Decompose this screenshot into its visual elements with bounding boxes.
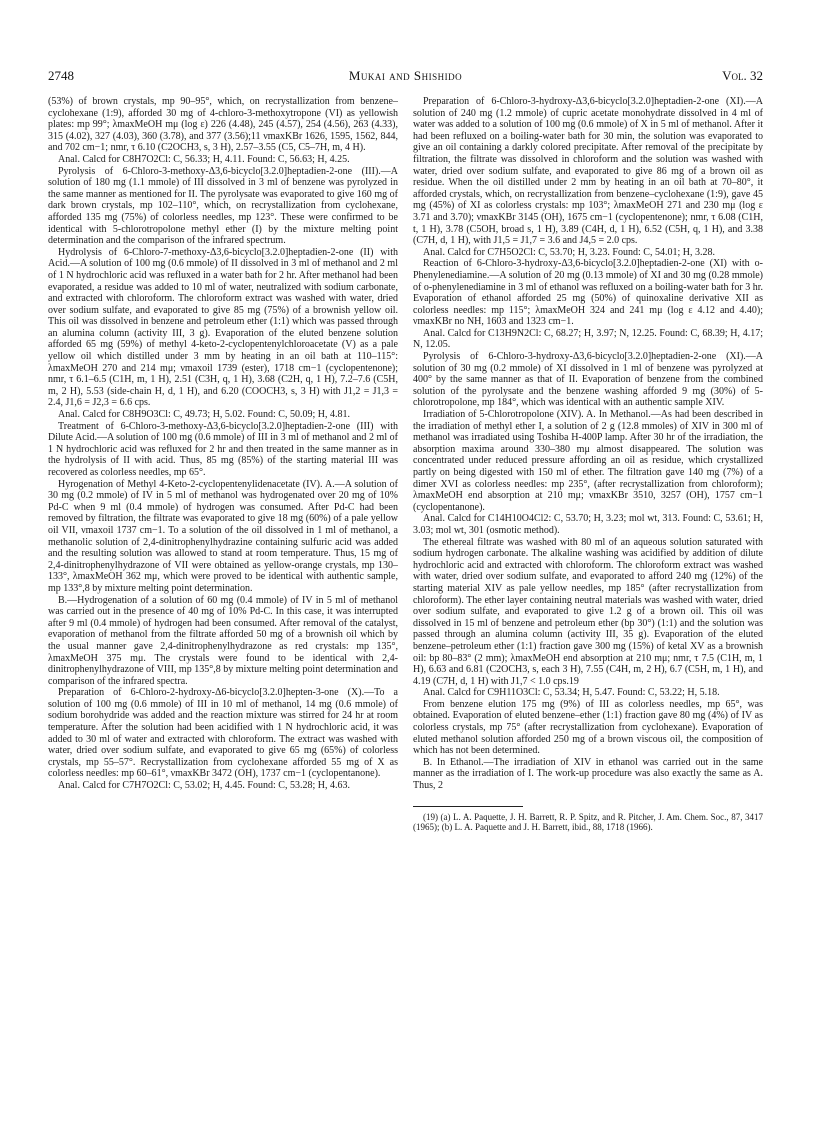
paragraph: Preparation of 6-Chloro-2-hydroxy-Δ6-bicyclo[3.2.0]hepten-3-one (X).—To a solution of 100 mg (0.6 mmole) of III in 10 ml of methanol, 14 mg (0.6 mmole) of sodium borohydride was added and the reaction mixture was stirred for 24 hr at room temperature. After the solution had been acidified with 1 N hydrochloric acid, it was added to 30 ml of water and extracted with chloroform. The extract was washed with water, dried over sodium sulfate, and evaporated to give 65 mg (65%) of colorless crystals, mp 55–57°. Recrystallization from cyclohexane afforded 55 mg of X as colorless needles: mp 60–61°, νmaxKBr 3472 (OH), 1737 cm−1 (cyclopentanone). [48,687,398,780]
running-title: Mukai and Shishido [348,68,463,83]
paragraph: From benzene elution 175 mg (9%) of III as colorless needles, mp 65°, was obtained. Evaporation of eluted benzene–ether (1:1) fraction gave 80 mg (4%) of IV as colorless crystals, mp 75° (after recrystallization from cyclohexane). Evaporation of eluted methanol solution afforded 250 mg of a brown viscous oil, the composition of which has not been determined. [413,698,763,757]
volume-label: Vol. 32 [722,68,763,83]
paragraph: Anal. Calcd for C13H9N2Cl: C, 68.27; H, 3.97; N, 12.25. Found: C, 68.39; H, 4.17; N, 12.05. [413,327,763,351]
paragraph: The ethereal filtrate was washed with 80 ml of an aqueous solution saturated with sodium hydrogen carbonate. The alkaline washing was acidified by addition of dilute hydrochloric acid and extracted with chloroform. The chloroform extract was washed with water, dried over sodium sulfate, and evaporated to afford 240 mg (12%) of the starting material XIV as pale yellow needles, mp 185° (after recrystallization from chloroform). The ether layer containing neutral materials was washed with water, dried over sodium sulfate, and evaporated to give 1.2 g of a brown oil. This oil was dissolved in 15 ml of benzene and petroleum ether (bp 30°) (1:1) and the solution was passed through an alumina column (activity III, 35 g). Evaporation of the eluted benzene–petroleum ether (1:1) fraction gave 300 mg (15%) of ketal XV as a brownish oil: bp 80–83° (2 mm); λmaxMeOH end absorption at 210 mμ; nmr, τ 7.5 (C1H, m, 1 H), 6.63 and 6.81 (C2OCH3, s, each 3 H), 7.55 (C4H, m, 2 H), 6.7 (C5H, m, 1 H), and 4.19 (C7H, d, 1 H) with J1,7 < 1.0 cps.19 [413,536,763,687]
page-number: 2748 [48,68,74,83]
paragraph: Treatment of 6-Chloro-3-methoxy-Δ3,6-bicyclo[3.2.0]heptadien-2-one (III) with Dilute Acid.—A solution of 100 mg (0.6 mmole) of III in 3 ml of methanol and 2 ml of 1 N hydrochloric acid was refluxed for 2 hr and then treated in the same manner as in the hydrolysis of II with acid. Thus, 85 mg (85%) of the starting material III was recovered as colorless needles, mp 65°. [48,420,398,478]
paragraph: Reaction of 6-Chloro-3-hydroxy-Δ3,6-bicyclo[3.2.0]heptadien-2-one (XI) with o-Phenylenediamine.—A solution of 20 mg (0.13 mmole) of XI and 30 mg (0.28 mmole) of o-phenylenediamine in 3 ml of ethanol was refluxed on a boiling-water bath for 3 hr. Evaporation of ethanol afforded 25 mg (50%) of quinoxaline derivative XII as colorless needles: mp 115°; λmaxMeOH 324 and 241 mμ (log ε 4.12 and 4.40); νmaxKBr no NH, 1603 and 1323 cm−1. [413,258,763,328]
footnote-rule [413,806,523,807]
paragraph: Pyrolysis of 6-Chloro-3-methoxy-Δ3,6-bicyclo[3.2.0]heptadien-2-one (III).—A solution of 180 mg (1.1 mmole) of III dissolved in 3 ml of benzene was pyrolyzed in the same manner as mentioned for II. The pyrolysate was evaporated to give 160 mg of dark brown crystals, mp 102–110°, which, on recrystallization from cyclohexane, afforded 135 mg (75%) of colorless needles, mp 123°. These were confirmed to be identical with 5-chlorotropolone methyl ether (I) by the mixture melting point determination and the comparison of the infrared spectrum. [48,165,398,247]
paragraph: B.—Hydrogenation of a solution of 60 mg (0.4 mmole) of IV in 5 ml of methanol was carried out in the presence of 40 mg of 10% Pd-C. In this case, it was interrupted after 9 ml (0.4 mmole) of hydrogen had been consumed. After removal of the catalyst, evaporation of methanol from the filtrate afforded 50 mg of a brownish oil which by the usual manner gave 2,4-dinitrophenylhydrazone as red crystals: mp 135°, λmaxMeOH 375 mμ. The crystals were found to be identical with 2,4-dinitrophenylhydrazone of VIII, mp 135°,8 by mixture melting point determination and comparison of the infrared spectra. [48,594,398,687]
page-header [48,68,763,86]
paragraph: Anal. Calcd for C8H9O3Cl: C, 49.73; H, 5.02. Found: C, 50.09; H, 4.81. [58,409,350,421]
paragraph: Anal. Calcd for C9H11O3Cl: C, 53.34; H, 5.47. Found: C, 53.22; H, 5.18. [423,687,720,699]
paragraph: (53%) of brown crystals, mp 90–95°, which, on recrystallization from benzene–cyclohexane (1:9), afforded 30 mg of 4-chloro-3-methoxytropone (VI) as yellowish plates: mp 99°; λmaxMeOH mμ (log ε) 226 (4.48), 245 (4.57), 254 (4.56), 263 (4.33), 315 (4.02), 327 (4.03), 360 (3.78), and 377 (3.56);11 νmaxKBr 1626, 1595, 1562, 844, and 702 cm−1; nmr, τ 6.10 (C2OCH3, s, 3 H), 2.57–3.55 (C5, C5–7H, m, 4 H). [48,96,398,154]
footnote: (19) (a) L. A. Paquette, J. H. Barrett, R. P. Spitz, and R. Pitcher, J. Am. Chem. Soc., 87, 3417 (1965); (b) L. A. Paquette and J. H. Barrett, ibid., 88, 1718 (1966). [413,811,763,833]
paragraph: Hyrogenation of Methyl 4-Keto-2-cyclopentenylidenacetate (IV). A.—A solution of 30 mg (0.2 mmole) of IV in 5 ml of methanol was hydrogenated over 20 mg of 10% Pd-C when 9 ml (0.4 mmole) of hydrogen was consumed. After Pd-C had been removed by filtration, the filtrate was evaporated to give 18 mg (60%) of a pale yellow oil VII, νmaxoil 1737 cm−1. To a solution of the oil dissolved in 1 ml of methanol, a methanolic solution of 2,4-dinitrophenylhydrazine containing sulfuric acid was added and the resulting solution was allowed to stand at room temperature. Thus, 15 mg of 2,4-dinitrophenylhydrazone of VII were obtained as yellow-orange crystals, mp 130–133°, λmaxMeOH 362 mμ, which were proved to be identical with authentic sample, mp 133°,8 by mixture melting point determination. [48,478,398,594]
paragraph: B. In Ethanol.—The irradiation of XIV in ethanol was carried out in the same manner as the irradiation of I. The work-up procedure was also exactly the same as A. Thus, 2 [413,756,763,792]
left-column [48,96,398,1126]
paragraph: Anal. Calcd for C8H7O2Cl: C, 56.33; H, 4.11. Found: C, 56.63; H, 4.25. [58,153,350,165]
paragraph: Preparation of 6-Chloro-3-hydroxy-Δ3,6-bicyclo[3.2.0]heptadien-2-one (XI).—A solution of 240 mg (1.2 mmole) of cupric acetate monohydrate dissolved in 4 ml of water was added to a solution of 100 mg (0.6 mmole) of X in 5 ml of methanol. After it had been refluxed on a boiling-water bath for 30 min, the solution was evaporated to give an oil containing a darkly colored precipitate. After removal of the precipitate by filtration, the filtrate was dissolved in chloroform and the solution was washed with water, dried over sodium sulfate, and evaporated to give 86 mg of a brown oil as residue. When the oil distilled under 2 mm by heating in an oil bath at 70–80°, it afforded crystals, which, on recrystallization from benzene–cyclohexane (1:9), gave 45 mg (45%) of XI as colorless crystals: mp 103°; λmaxMeOH 271 and 230 mμ (log ε 3.71 and 3.70); νmaxKBr 3145 (OH), 1675 cm−1 (cyclopentenone); nmr, τ 6.08 (C1H, t, 1 H), 3.78 (C5OH, broad s, 1 H), 3.89 (C4H, d, 1 H), 6.52 (C5H, q, 1 H), and 3.38 (C7H, d, 1 H), with J1,5 = J1,7 = 3.6 and J4,5 = 2.0 cps. [413,96,763,247]
paragraph: Hydrolysis of 6-Chloro-7-methoxy-Δ3,6-bicyclo[3.2.0]heptadien-2-one (II) with Acid.—A solution of 100 mg (0.6 mmole) of II dissolved in 3 ml of methanol and 2 ml of 1 N hydrochloric acid was refluxed in a water bath for 2 hr. After methanol had been evaporated, a residue was added to 10 ml of water, neutralized with sodium carbonate, and extracted with chloroform. The chloroform extract was washed with water, dried over sodium sulfate, and evaporated to give 85 mg (75%) of a brownish yellow oil. This oil was dissolved in benzene and petroleum ether (1:1) which was passed through an alumina column (activity III, 3 g). Evaporation of the eluted benzene solution afforded 65 mg (59%) of methyl 4-keto-2-cyclopentenylchloroacetate (V) as a pale yellow oil which distilled under 3 mm by heating in an oil bath at 110–115°: λmaxMeOH 270 and 214 mμ; νmaxoil 1739 (ester), 1718 cm−1 (cyclopentenone); nmr, τ 6.1–6.5 (C1H, m, 1 H), 2.51 (C3H, q, 1 H), 3.68 (C2H, q, 1 H), 7.2–7.6 (C5H, m, 2 H), 5.53 (side-chain H, d, 1 H), and 6.20 (COOCH3, s, 3 H) with J1,2 = J1,3 = 2.4, J1,6 = J2,3 = 6.6 cps. [48,246,398,409]
right-column [413,96,763,1126]
paragraph: Pyrolysis of 6-Chloro-3-hydroxy-Δ3,6-bicyclo[3.2.0]heptadien-2-one (XI).—A solution of 30 mg (0.2 mmole) of XI dissolved in 1 ml of benzene was pyrolyzed at 400° by the same manner as that of II. Evaporation of benzene from the combined solution of the pyrolysate and the benzene washing afforded 9 mg (30%) of 5-chlorotropolone, mp 184°, which was identical with an authentic sample XIV. [413,351,763,409]
paragraph: Anal. Calcd for C14H10O4Cl2: C, 53.70; H, 3.23; mol wt, 313. Found: C, 53.61; H, 3.03; mol wt, 301 (osmotic method). [413,513,763,536]
paragraph: Irradiation of 5-Chlorotropolone (XIV). A. In Methanol.—As had been described in the irradiation of methyl ether I, a solution of 2 g (12.8 mmoles) of XIV in 300 ml of methanol was irradiated using Toshiba H-400P lamp. After 30 hr of the irradiation, the absorption maxima around 330–380 mμ almost disappeared. The solution was concentrated under reduced pressure affording an oil as residue, which crystallized partly on being digested with 150 ml of ether. The filtration gave 140 mg (7%) of a dimer XVI as colorless needles: mp 235°, (after recrystallization from chloroform); λmaxMeOH end absorption at 210 mμ; νmaxKBr 3510, 3257 (OH), 1757 cm−1 (cyclopentanone). [413,409,763,513]
paragraph: Anal. Calcd for C7H7O2Cl: C, 53.02; H, 4.45. Found: C, 53.28; H, 4.63. [58,780,350,792]
paragraph: Anal. Calcd for C7H5O2Cl: C, 53.70; H, 3.23. Found: C, 54.01; H, 3.28. [423,246,715,258]
